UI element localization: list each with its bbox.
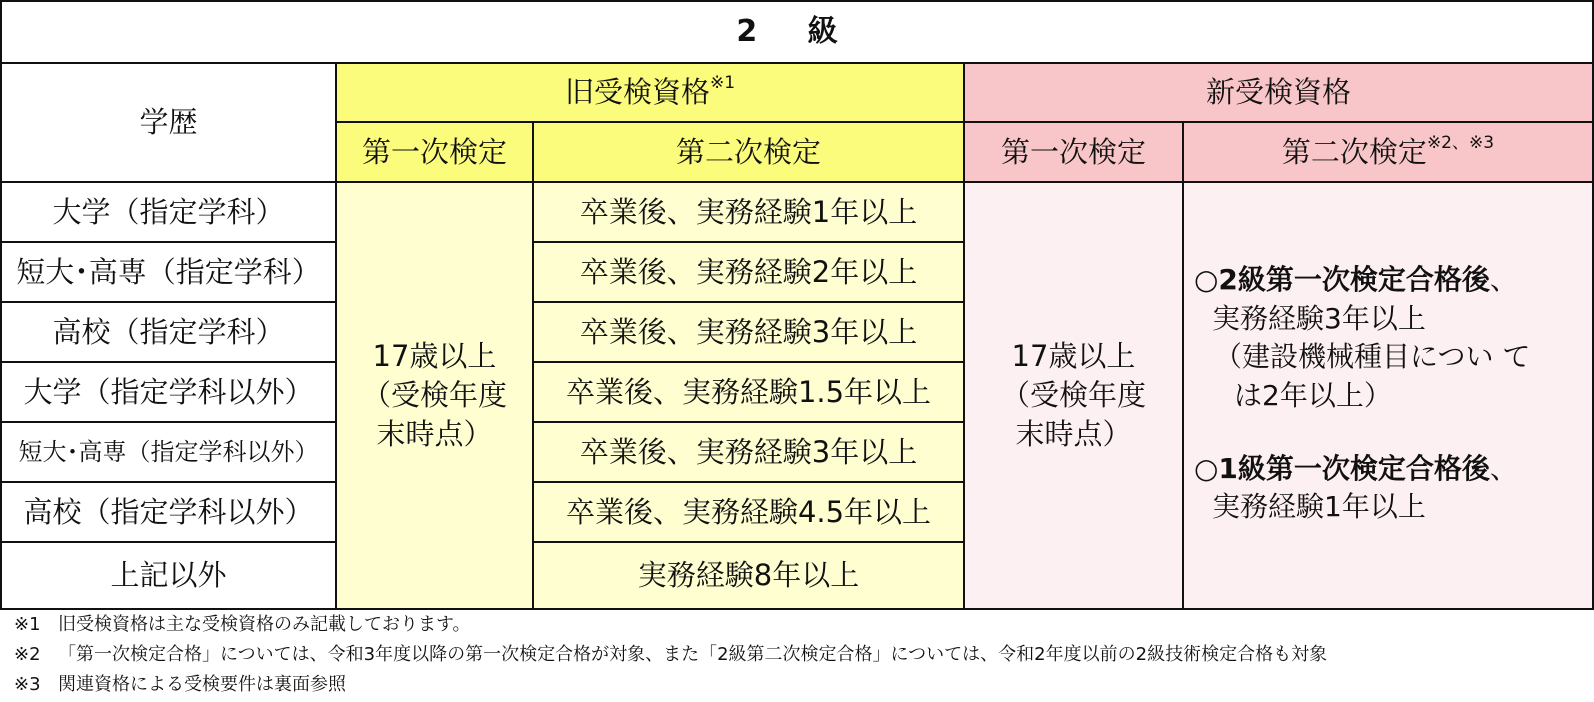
education-header <box>0 64 337 183</box>
old-first-line2: （受検年度 <box>361 377 507 412</box>
old-second-row-5: 卒業後、実務経験3年以上 <box>534 423 965 483</box>
new-qual-header-text: 新受検資格 <box>1205 75 1351 110</box>
old-second-row-1: 卒業後、実務経験1年以上 <box>534 183 965 243</box>
new-second-exam-header <box>1184 123 1594 183</box>
old-first-exam-header <box>337 123 534 183</box>
new-first-exam-cell <box>965 183 1184 610</box>
old-qual-header-text: 旧受検資格$^{※1}$ <box>564 73 736 110</box>
education-row-3: 高校（指定学科） <box>0 303 337 363</box>
new-second-item1-line2: 実務経験3年以上 <box>1212 301 1426 335</box>
old-first-line1: 17歳以上 <box>372 338 497 373</box>
new-second-item1-line4: は2年以上） <box>1234 378 1392 412</box>
footnote-1: ※1 旧受検資格は主な受検資格のみ記載しております。 <box>14 614 471 635</box>
old-second-row-2: 卒業後、実務経験2年以上 <box>534 243 965 303</box>
education-row-6: 高校（指定学科以外） <box>0 483 337 543</box>
education-row-7: 上記以外 <box>0 543 337 610</box>
old-qual-note-mark: ※1 <box>709 73 736 94</box>
new-first-exam-header-text: 第一次検定 <box>1000 134 1146 169</box>
new-second-exam-cell <box>1184 183 1594 610</box>
new-second-item1-line1: ○2級第一次検定合格後、 <box>1194 263 1518 296</box>
old-first-line3: 末時点） <box>376 417 493 452</box>
footnote-3: ※3 関連資格による受検要件は裏面参照 <box>14 674 346 695</box>
education-row-4: 大学（指定学科以外） <box>0 363 337 423</box>
table-title <box>0 0 1594 64</box>
new-first-line2: （受検年度 <box>1000 377 1146 412</box>
education-row-5: 短大･高専（指定学科以外） <box>0 423 337 483</box>
old-second-row-7: 実務経験8年以上 <box>534 543 965 610</box>
new-second-item1-line3: （建設機械種目につい て <box>1214 340 1531 374</box>
new-second-item2-line2: 実務経験1年以上 <box>1212 490 1426 524</box>
old-qual-header <box>337 64 965 123</box>
new-second-item2-line1: ○1級第一次検定合格後、 <box>1194 451 1518 485</box>
education-header-text: 学歴 <box>139 105 198 140</box>
footnote-2: ※2 「第一次検定合格」については、令和3年度以降の第一次検定合格が対象、また「2級第二次検定合格」については、令和2年度以前の2級技術検定合格も対象 <box>14 644 1328 665</box>
old-second-row-4: 卒業後、実務経験1.5年以上 <box>534 363 965 423</box>
new-second-note-mark: ※2、※3 <box>1426 132 1495 153</box>
old-second-row-3: 卒業後、実務経験3年以上 <box>534 303 965 363</box>
new-first-line3: 末時点） <box>1015 417 1132 452</box>
old-first-exam-cell <box>337 183 534 610</box>
new-first-line1: 17歳以上 <box>1011 338 1136 373</box>
education-row-1: 大学（指定学科） <box>0 183 337 243</box>
footnotes <box>14 610 1327 700</box>
education-row-2: 短大･高専（指定学科） <box>0 243 337 303</box>
old-second-exam-header-text: 第二次検定 <box>675 134 821 169</box>
new-second-exam-header-text: 第二次検定$^{※2、※3}$ <box>1281 132 1495 169</box>
table-title-text: 2 級 <box>736 14 858 49</box>
old-second-row-6: 卒業後、実務経験4.5年以上 <box>534 483 965 543</box>
old-first-exam-header-text: 第一次検定 <box>361 134 507 169</box>
old-second-exam-header <box>534 123 965 183</box>
new-first-exam-header <box>965 123 1184 183</box>
new-qual-header <box>965 64 1594 123</box>
